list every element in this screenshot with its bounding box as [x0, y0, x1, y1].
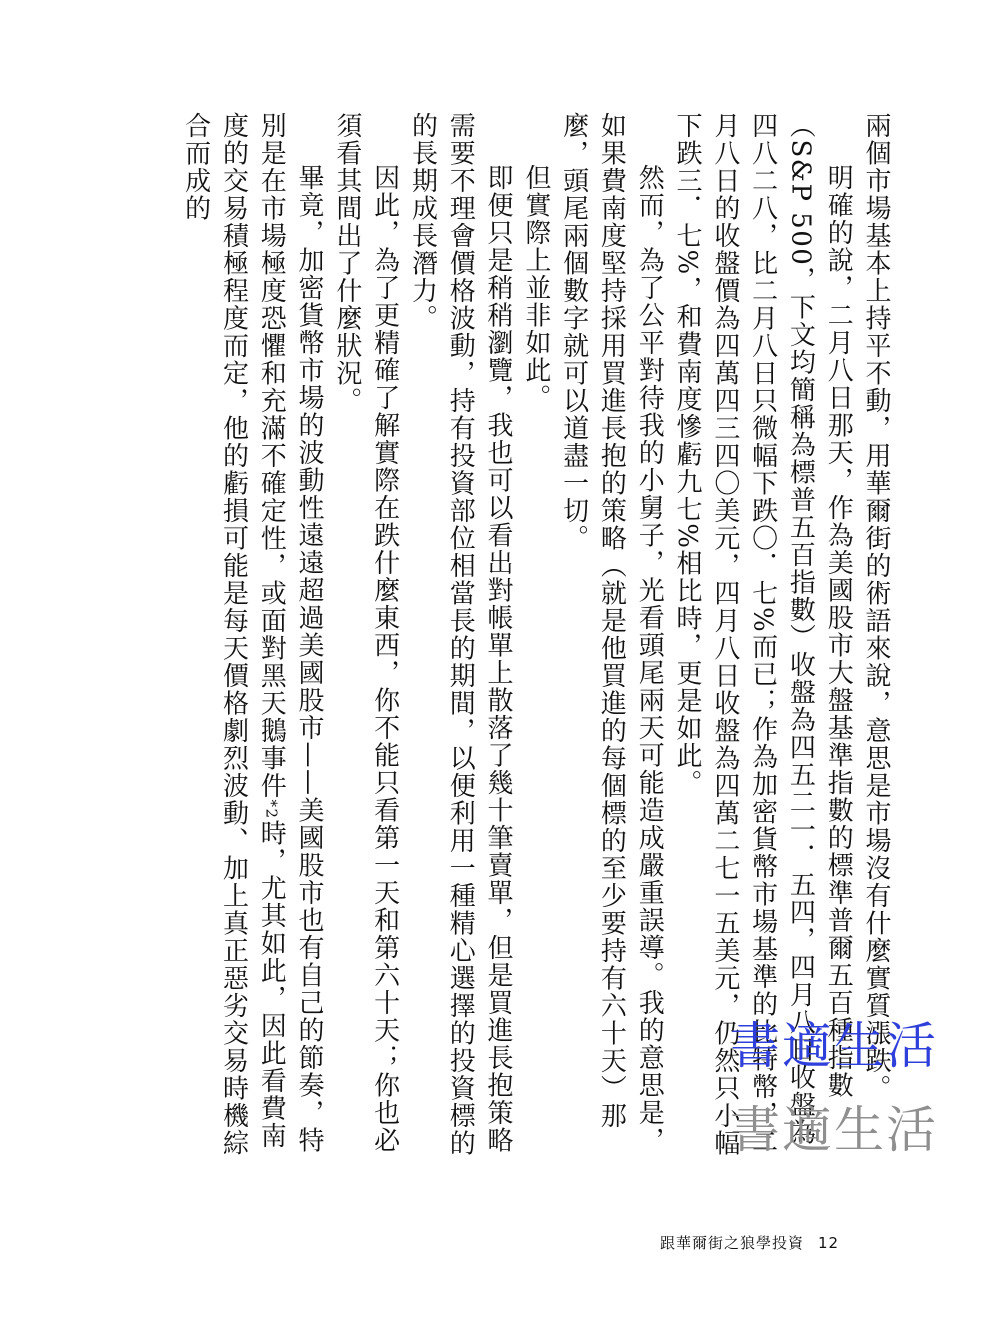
paragraph-6: 因此，為了更精確了解實際在跌什麼東西，你不能只看第一天和第六十天；你也必須看其間出了什麼狀況。 — [331, 112, 400, 1154]
paragraph-5: 即便只是稍稍瀏覽，我也可以看出對帳單上散落了幾十筆賣單，但是買進長抱策略需要不理會價格波動，持有投資部位相當長的期間，以便利用一種精心選擇的投資標的的長期成長潛力。 — [407, 112, 514, 1157]
paragraph-4: 但實際上並非如此。 — [520, 164, 551, 412]
body-text — [150, 112, 894, 1162]
watermark-logo-blue: 書適生活 — [730, 1017, 938, 1075]
paragraph-7-text-after: 時，尤其如此，因此看費南度的交易積極程度而定，他的虧損可能是每天價格劇烈波動、加上真正惡劣交易時機綜合而成的 — [180, 112, 287, 1157]
paragraph-3: 然而，為了公平對待我的小舅子，光看頭尾兩天可能造成嚴重誤導。我的意思是，如果費南度堅持採用買進長抱的策略（就是他買進的每個標的至少要持有六十天）那麼，頭尾兩個數字就可以道盡一切。 — [558, 112, 665, 1154]
paragraph-7 — [176, 112, 327, 1162]
paragraph-1: 兩個市場基本上持平不動，用華爾街的術語來說，意思是市場沒有什麼實質漲跌。 — [861, 112, 891, 1102]
footer-book-title: 跟華爾街之狼學投資 — [660, 1234, 805, 1252]
watermark-logo-gray: 書適生活 — [730, 1101, 938, 1159]
footnote-mark[interactable]: *2 — [262, 799, 281, 820]
paragraph-2: 明確的說，二月八日那天，作為美國股市大盤基準指數的標準普爾五百種指數（S&P 500，下文均簡稱為標普五百指數）收盤為四五二一．五四，四月八日收盤為四八二八，比二月八日只微幅下跌〇．七%而已；作為加密貨幣市場基準的比特幣，二月八日的收盤價為四萬四三四〇美元，四月八日收盤為四萬二七一五美元，仍然只小幅下跌三．七%，和費南度慘虧九七%相比時，更是如此。 — [672, 112, 854, 1157]
paragraph-7-text: 畢竟，加密貨幣市場的波動性遠遠超過美國股市——美國股市也有自己的節奏，特別是在市場極度恐懼和充滿不確定性，或面對黑天鵝事件 — [256, 112, 325, 1154]
page-number: 12 — [818, 1234, 840, 1252]
page-footer — [660, 1232, 839, 1253]
